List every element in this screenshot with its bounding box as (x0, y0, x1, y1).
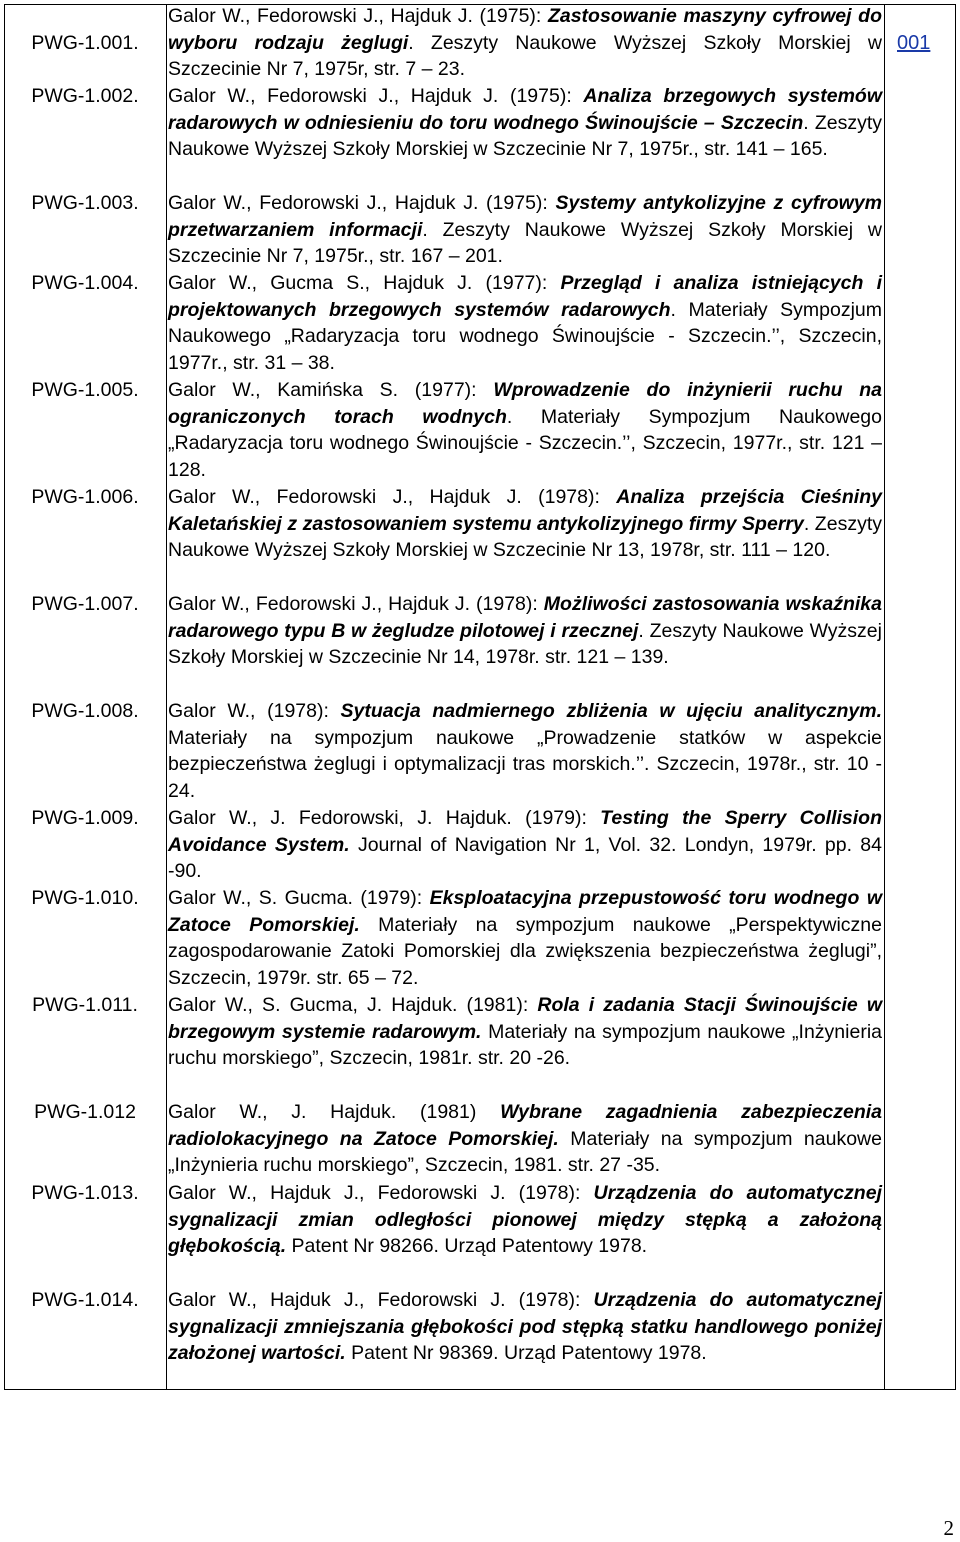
entry-title: Urządzenia do automatycznej sygnalizacji zmian odległości pionowej między stępką a założoną głębokością. (168, 1182, 882, 1258)
entry-code: PWG-1.013. (31, 1182, 139, 1204)
entry-code: PWG-1.007. (31, 593, 139, 615)
entry-source: Materiały na sympozjum naukowe „Inżynieria ruchu morskiego”, Szczecin, 1981r. str. 20 -26. (168, 1020, 883, 1070)
entry-text (168, 1287, 882, 1367)
entry-source: . Zeszyty Naukowe Wyższej Szkoły Morskiej w Szczecinie Nr 7, 1975r., str. 141 – 165. (168, 111, 882, 161)
entry-code: PWG-1.010. (31, 887, 139, 909)
entry-authors: Galor W., Gucma S., Hajduk J. (1977): (168, 272, 561, 294)
entry-code: PWG-1.011. (32, 994, 138, 1016)
entry-text (168, 3, 882, 83)
entry-code: PWG-1.004. (31, 272, 139, 294)
entry-authors: Galor W., J. Hajduk. (1981) (168, 1101, 501, 1123)
entry-text (168, 805, 882, 885)
entry-source: Patent Nr 98369. Urząd Patentowy 1978. (345, 1342, 707, 1365)
entry-title: Testing the Sperry Collision Avoidance System. (168, 807, 882, 856)
entry-title: Urządzenia do automatycznej sygnalizacji zmniejszania głębokości pod stępką statku handlowego poniżej założonej wartości. (168, 1289, 882, 1365)
entry-source: Materiały na sympozjum naukowe „Prowadzenie statków w aspekcie bezpieczeństwa żeglugi i optymalizacji tras morskich.’’. Szczecin, 1978r., str. 10 - 24. (168, 726, 882, 802)
entry-source: Patent Nr 98266. Urząd Patentowy 1978. (286, 1235, 648, 1258)
entry-source: . Zeszyty Naukowe Wyższej Szkoły Morskiej w Szczecinie Nr 14, 1978r. str. 121 – 139. (168, 619, 882, 669)
entry-text (168, 190, 882, 270)
entry-text (168, 992, 882, 1072)
entry-text (168, 885, 882, 991)
column-divider (166, 4, 167, 1390)
entry-code: PWG-1.003. (31, 192, 139, 214)
entry-code: PWG-1.008. (31, 700, 139, 722)
entry-code: PWG-1.014. (31, 1289, 139, 1311)
entry-authors: Galor W., Fedorowski J., Hajduk J. (1978): (168, 486, 617, 508)
entry-title: Możliwości zastosowania wskaźnika radarowego typu B w żegludze pilotowej i rzecznej (168, 593, 882, 642)
entry-authors: Galor W., S. Gucma. (1979): (168, 887, 430, 909)
anchor-link[interactable]: 001 (897, 32, 931, 54)
column-divider (884, 4, 885, 1390)
entry-text (168, 83, 882, 163)
entry-title: Analiza brzegowych systemów radarowych w odniesieniu do toru wodnego Świnoujście – Szczecin (168, 85, 882, 134)
entry-title: Sytuacja nadmiernego zbliżenia w ujęciu analitycznym. (340, 700, 882, 722)
entry-text (168, 591, 882, 671)
entry-authors: Galor W., Kamińska S. (1977): (168, 379, 494, 401)
entry-code: PWG-1.012 (34, 1101, 136, 1123)
entry-authors: Galor W., J. Fedorowski, J. Hajduk. (1979): (168, 807, 601, 829)
entry-title: Zastosowanie maszyny cyfrowej do wyboru rodzaju żeglugi (168, 5, 882, 54)
entry-text (168, 698, 882, 804)
entry-code: PWG-1.009. (31, 807, 139, 829)
entry-authors: Galor W., (1978): (168, 700, 341, 722)
entry-title: Wybrane zagadnienia zabezpieczenia radiolokacyjnego na Zatoce Pomorskiej. (168, 1101, 882, 1150)
entry-text (168, 484, 882, 564)
entry-authors: Galor W., Fedorowski J., Hajduk J. (1975): (168, 85, 584, 107)
entry-source: . Zeszyty Naukowe Wyższej Szkoły Morskiej w Szczecinie Nr 7, 1975r., str. 167 – 201. (168, 218, 882, 268)
entry-authors: Galor W., Hajduk J., Fedorowski J. (1978): (168, 1289, 594, 1311)
entry-code: PWG-1.001. (31, 32, 139, 54)
entry-source: Materiały na sympozjum naukowe „Inżynieria ruchu morskiego”, Szczecin, 1981. str. 27 -35. (168, 1127, 882, 1177)
entry-text (168, 1180, 882, 1260)
entry-text (168, 377, 882, 483)
entry-source: . Zeszyty Naukowe Wyższej Szkoły Morskiej w Szczecinie Nr 7, 1975r, str. 7 – 23. (168, 31, 882, 81)
entry-authors: Galor W., Fedorowski J., Hajduk J. (1975): (168, 5, 548, 27)
entry-title: Wprowadzenie do inżynierii ruchu na ograniczonych torach wodnych (168, 379, 882, 428)
entry-title: Przegląd i analiza istniejących i projektowanych brzegowych systemów radarowych (168, 272, 882, 321)
entry-title: Analiza przejścia Cieśniny Kaletańskiej z zastosowaniem systemu antykolizyjnego firmy Sperry (168, 486, 882, 535)
entry-source: . Zeszyty Naukowe Wyższej Szkoły Morskiej w Szczecinie Nr 13, 1978r, str. 111 – 120. (168, 512, 882, 562)
entry-authors: Galor W., Fedorowski J., Hajduk J. (1975): (168, 192, 556, 214)
entry-title: Systemy antykolizyjne z cyfrowym przetwarzaniem informacji (168, 192, 882, 241)
entry-text (168, 1099, 882, 1179)
entry-source: Materiały na sympozjum naukowe „Perspektywiczne zagospodarowanie Zatoki Pomorskiej dla zwiększenia bezpieczeństwa żeglugi”, Szczecin, 1979r. str. 65 – 72. (168, 913, 882, 989)
entry-authors: Galor W., S. Gucma, J. Hajduk. (1981): (168, 994, 538, 1016)
entry-authors: Galor W., Hajduk J., Fedorowski J. (1978): (168, 1182, 594, 1204)
page-number: 2 (943, 1516, 954, 1540)
entry-title: Rola i zadania Stacji Świnoujście w brzegowym systemie radarowym. (168, 994, 882, 1043)
entry-code: PWG-1.005. (31, 379, 139, 401)
entry-authors: Galor W., Fedorowski J., Hajduk J. (1978): (168, 593, 544, 615)
entry-source: . Materiały Sympozjum Naukowego „Radaryzacja toru wodnego Świnoujście - Szczecin.’’, Szczecin, 1977r., str. 121 – 128. (168, 405, 882, 481)
entry-text (168, 270, 882, 376)
entry-code: PWG-1.002. (31, 85, 139, 107)
entry-source: Journal of Navigation Nr 1, Vol. 32. Londyn, 1979r. pp. 84 -90. (168, 833, 882, 883)
entry-code: PWG-1.006. (31, 486, 139, 508)
entry-source: . Materiały Sympozjum Naukowego „Radaryzacja toru wodnego Świnoujście - Szczecin.’’, Szczecin, 1977r., str. 31 – 38. (168, 298, 883, 374)
entry-title: Eksploatacyjna przepustowość toru wodnego w Zatoce Pomorskiej. (168, 887, 882, 936)
